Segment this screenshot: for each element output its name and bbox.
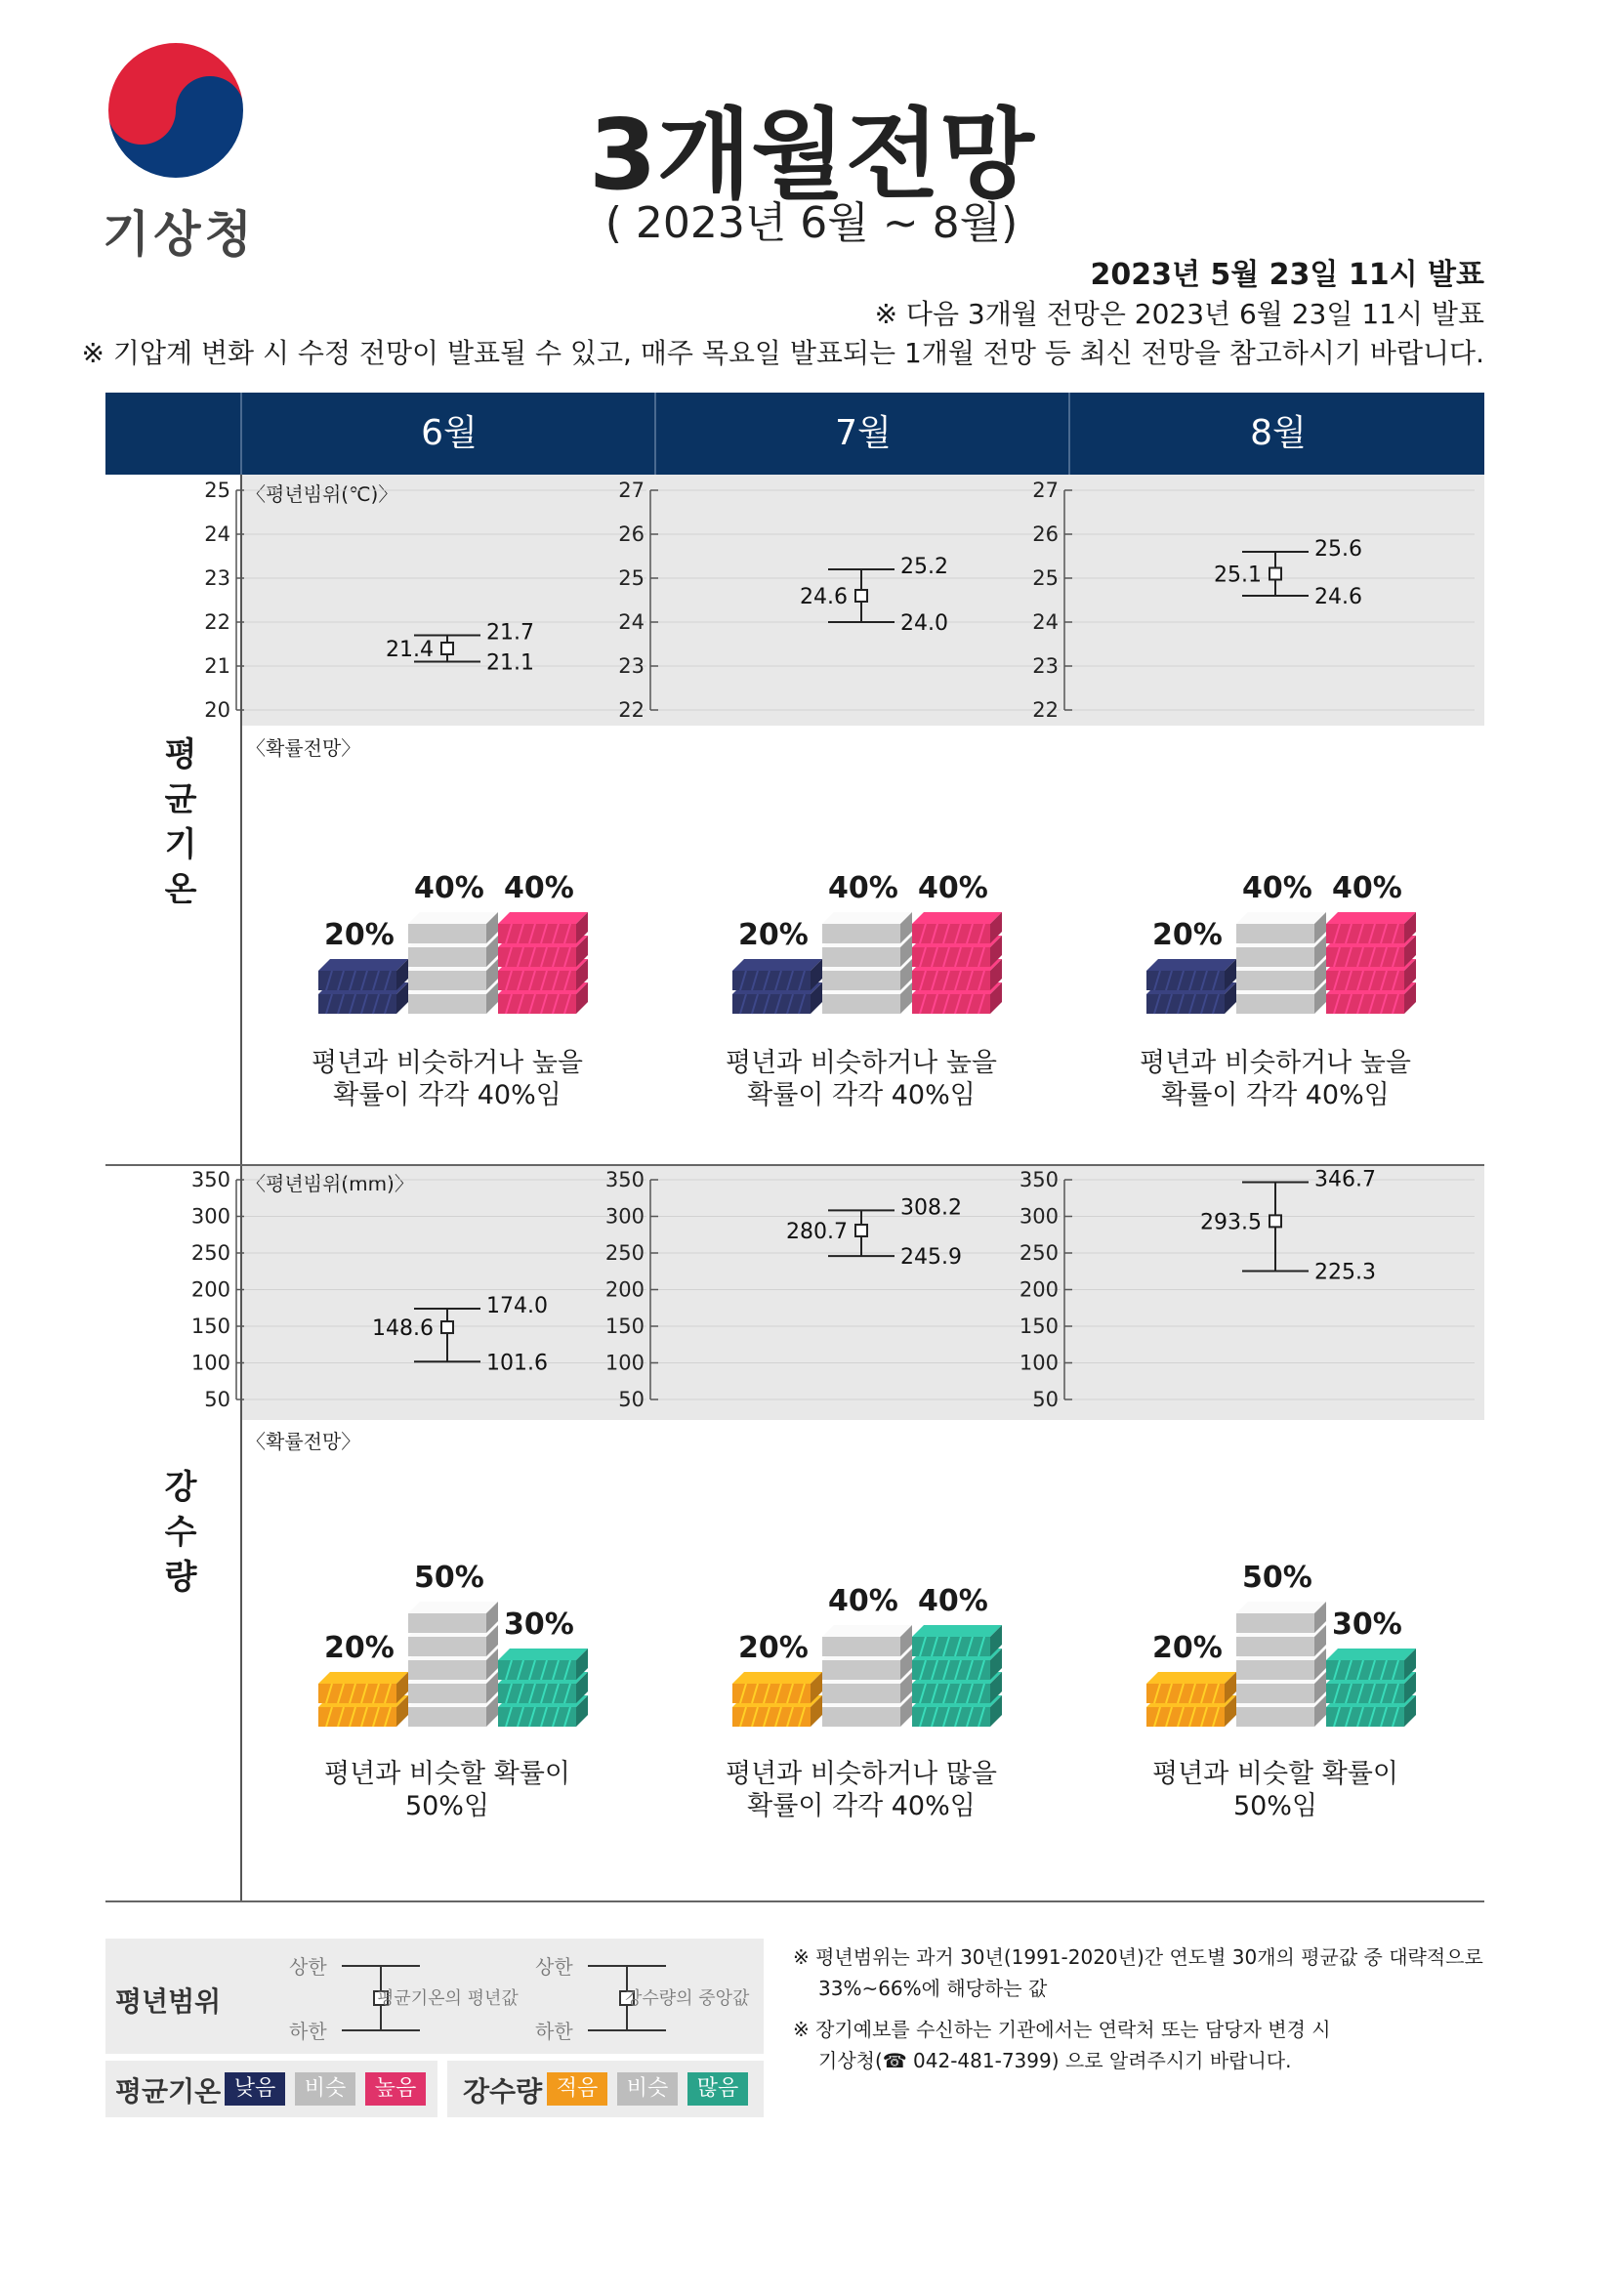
stack-block bbox=[912, 1625, 1002, 1656]
range-tick-label: 22 bbox=[1032, 698, 1059, 722]
probability-desc-line2: 확률이 각각 40%임 bbox=[747, 1791, 976, 1821]
range-tick-label: 100 bbox=[1019, 1351, 1059, 1375]
range-mid-label: 24.6 bbox=[800, 585, 848, 609]
block-front bbox=[408, 947, 486, 967]
block-top bbox=[1236, 912, 1326, 924]
stack-block bbox=[1326, 912, 1416, 943]
block-front bbox=[1236, 994, 1314, 1014]
range-tick-label: 200 bbox=[604, 1277, 645, 1302]
block-front bbox=[1236, 1684, 1314, 1703]
range-tick-label: 25 bbox=[1032, 566, 1059, 590]
probability-desc-line1: 평년과 비슷하거나 높을 bbox=[726, 1048, 997, 1078]
range-tick-label: 23 bbox=[618, 654, 645, 678]
stack-block bbox=[318, 959, 408, 990]
chip-precip-high: 많음 bbox=[687, 2072, 748, 2106]
range-lower-label: 245.9 bbox=[900, 1245, 962, 1271]
block-top bbox=[1326, 1649, 1416, 1660]
range-upper-label: 25.6 bbox=[1314, 537, 1362, 562]
legend-temp-mid: 평균기온의 평년값 bbox=[377, 1988, 519, 2009]
block-front bbox=[1236, 1660, 1314, 1680]
range-lower-label: 225.3 bbox=[1314, 1260, 1376, 1285]
probability-desc-line2: 확률이 각각 40%임 bbox=[747, 1080, 976, 1110]
probability-desc-line1: 평년과 비슷하거나 높을 bbox=[1140, 1048, 1411, 1078]
block-front bbox=[408, 1660, 486, 1680]
precip-range-label: 〈평년범위(mm)〉 bbox=[246, 1172, 414, 1195]
block-front bbox=[408, 1613, 486, 1633]
block-top bbox=[732, 959, 822, 971]
range-tick-label: 150 bbox=[1019, 1315, 1059, 1338]
update-notice: ※ 기압계 변화 시 수정 전망이 발표될 수 있고, 매주 목요일 발표되는 1개월 전망 등 최신 전망을 참고하시기 바랍니다. bbox=[81, 337, 1484, 369]
probability-label: 20% bbox=[738, 1631, 809, 1665]
block-top bbox=[408, 912, 498, 924]
block-top bbox=[1146, 1672, 1236, 1684]
block-front bbox=[408, 924, 486, 943]
probability-label: 40% bbox=[1332, 871, 1402, 905]
range-lower-label: 24.0 bbox=[900, 611, 948, 636]
block-top bbox=[408, 1602, 498, 1613]
block-front bbox=[1236, 1707, 1314, 1727]
range-mid-label: 21.4 bbox=[386, 638, 434, 662]
month-july: 7월 bbox=[654, 393, 1070, 475]
probability-label: 40% bbox=[918, 871, 988, 905]
probability-label: 20% bbox=[1152, 918, 1223, 952]
probability-desc-line2: 50%임 bbox=[404, 1791, 490, 1821]
probability-label: 30% bbox=[1332, 1607, 1402, 1642]
range-tick-label: 250 bbox=[190, 1241, 230, 1265]
range-tick-label: 300 bbox=[190, 1204, 230, 1229]
legend-upper-1: 상한 bbox=[289, 1955, 327, 1979]
probability-label: 50% bbox=[1242, 1561, 1312, 1595]
probability-label: 40% bbox=[1242, 871, 1312, 905]
probability-label: 20% bbox=[1152, 1631, 1223, 1665]
range-upper-label: 308.2 bbox=[900, 1195, 962, 1221]
probability-label: 20% bbox=[324, 1631, 395, 1665]
stack-block bbox=[1326, 1649, 1416, 1680]
range-lower-label: 24.6 bbox=[1314, 585, 1362, 609]
stack-block bbox=[732, 959, 822, 990]
probability-desc-line1: 평년과 비슷할 확률이 bbox=[1152, 1759, 1398, 1789]
chip-precip-similar: 비슷 bbox=[617, 2072, 678, 2106]
precipitation-label: 강 수 량 bbox=[164, 1468, 197, 1597]
range-tick-label: 250 bbox=[604, 1241, 645, 1265]
range-tick-label: 50 bbox=[1032, 1388, 1059, 1411]
temp-prob-label: 〈확률전망〉 bbox=[246, 736, 361, 760]
range-tick-label: 26 bbox=[618, 522, 645, 546]
legend-lower-2: 하한 bbox=[535, 2020, 573, 2043]
agency-name: 기상청 bbox=[103, 206, 256, 263]
temp-range-label: 〈평년범위(℃)〉 bbox=[246, 482, 398, 506]
block-front bbox=[822, 1707, 900, 1727]
block-top bbox=[912, 1625, 1002, 1637]
stack-block bbox=[498, 912, 588, 943]
range-mid-label: 25.1 bbox=[1214, 563, 1262, 588]
block-front bbox=[408, 994, 486, 1014]
range-tick-label: 200 bbox=[1019, 1277, 1059, 1302]
month-august: 8월 bbox=[1068, 393, 1486, 475]
range-tick-label: 100 bbox=[604, 1351, 645, 1375]
next-notice: ※ 다음 3개월 전망은 2023년 6월 23일 11시 발표 bbox=[874, 298, 1484, 330]
stack-block bbox=[1146, 1672, 1236, 1703]
range-tick-label: 200 bbox=[190, 1277, 230, 1302]
stack-block bbox=[498, 1649, 588, 1680]
block-front bbox=[1236, 924, 1314, 943]
probability-desc-line1: 평년과 비슷할 확률이 bbox=[324, 1759, 570, 1789]
stack-block bbox=[408, 1602, 498, 1633]
range-tick-label: 22 bbox=[618, 698, 645, 722]
stack-block bbox=[318, 1672, 408, 1703]
stack-block bbox=[732, 1672, 822, 1703]
footnote-contact: ※ 장기예보를 수신하는 기관에서는 연락처 또는 담당자 변경 시 기상청(☎ 042-481-7399) 으로 알려주시기 바랍니다. bbox=[793, 2018, 1331, 2072]
block-front bbox=[822, 924, 900, 943]
range-mid-label: 148.6 bbox=[372, 1316, 434, 1342]
stack-block bbox=[408, 912, 498, 943]
range-tick-label: 23 bbox=[1032, 654, 1059, 678]
range-tick-label: 250 bbox=[1019, 1241, 1059, 1265]
range-lower-label: 101.6 bbox=[486, 1351, 548, 1376]
stack-block bbox=[1236, 912, 1326, 943]
range-lower-label: 21.1 bbox=[486, 650, 534, 676]
legend-lower-1: 하한 bbox=[289, 2020, 327, 2043]
range-tick-label: 20 bbox=[204, 698, 230, 722]
probability-label: 40% bbox=[828, 1584, 898, 1618]
block-front bbox=[822, 947, 900, 967]
range-tick-label: 350 bbox=[190, 1168, 230, 1191]
range-tick-label: 23 bbox=[204, 566, 230, 590]
block-front bbox=[1236, 947, 1314, 967]
range-mid-label: 293.5 bbox=[1200, 1210, 1262, 1235]
block-front bbox=[1236, 971, 1314, 990]
probability-label: 20% bbox=[738, 918, 809, 952]
block-top bbox=[1326, 912, 1416, 924]
probability-label: 50% bbox=[414, 1561, 484, 1595]
range-tick-label: 350 bbox=[1019, 1168, 1059, 1191]
range-upper-label: 174.0 bbox=[486, 1294, 548, 1318]
block-front bbox=[1236, 1613, 1314, 1633]
chip-precip-low: 적음 bbox=[547, 2072, 607, 2106]
block-front bbox=[408, 1637, 486, 1656]
probability-label: 30% bbox=[504, 1607, 574, 1642]
range-tick-label: 25 bbox=[618, 566, 645, 590]
range-tick-label: 25 bbox=[204, 479, 230, 502]
chip-temp-high: 높음 bbox=[365, 2072, 426, 2106]
range-mid-label: 280.7 bbox=[786, 1219, 848, 1244]
footnote-range: ※ 평년범위는 과거 30년(1991-2020년)간 연도별 30개의 평균값 중 대략적으로 33%~66%에 해당하는 값 bbox=[793, 1945, 1483, 2000]
block-front bbox=[1236, 1637, 1314, 1656]
range-tick-label: 300 bbox=[1019, 1204, 1059, 1229]
block-top bbox=[732, 1672, 822, 1684]
precip-prob-label: 〈확률전망〉 bbox=[246, 1430, 361, 1453]
range-upper-label: 346.7 bbox=[1314, 1167, 1376, 1192]
issue-date: 2023년 5월 23일 11시 발표 bbox=[1090, 258, 1484, 292]
range-tick-label: 50 bbox=[618, 1388, 645, 1411]
probability-label: 40% bbox=[828, 871, 898, 905]
block-front bbox=[408, 971, 486, 990]
stack-block bbox=[1236, 1602, 1326, 1633]
range-tick-label: 24 bbox=[618, 610, 645, 634]
legend-temp-title: 평균기온 bbox=[115, 2075, 222, 2108]
block-top bbox=[912, 912, 1002, 924]
chip-temp-similar: 비슷 bbox=[295, 2072, 355, 2106]
range-tick-label: 150 bbox=[190, 1315, 230, 1338]
block-top bbox=[822, 1625, 912, 1637]
range-tick-label: 27 bbox=[1032, 479, 1059, 502]
probability-label: 40% bbox=[918, 1584, 988, 1618]
legend-precip-mid: 강수량의 중앙값 bbox=[625, 1988, 750, 2009]
block-front bbox=[822, 994, 900, 1014]
probability-desc-line1: 평년과 비슷하거나 많을 bbox=[726, 1759, 997, 1789]
range-tick-label: 22 bbox=[204, 610, 230, 634]
block-front bbox=[822, 971, 900, 990]
legend-precip-title: 강수량 bbox=[463, 2075, 543, 2108]
block-top bbox=[318, 959, 408, 971]
stack-block bbox=[912, 912, 1002, 943]
range-tick-label: 50 bbox=[204, 1388, 230, 1411]
range-tick-label: 26 bbox=[1032, 522, 1059, 546]
block-front bbox=[408, 1684, 486, 1703]
stack-block bbox=[822, 1625, 912, 1656]
range-upper-label: 25.2 bbox=[900, 555, 948, 579]
block-front bbox=[822, 1684, 900, 1703]
range-tick-label: 21 bbox=[204, 654, 230, 678]
range-tick-label: 24 bbox=[204, 522, 230, 546]
chip-temp-low: 낮음 bbox=[225, 2072, 285, 2106]
block-top bbox=[498, 912, 588, 924]
temperature-label: 평 균 기 온 bbox=[164, 735, 197, 909]
legend-range-title: 평년범위 bbox=[115, 1985, 222, 2018]
stack-block bbox=[822, 912, 912, 943]
stack-block bbox=[1146, 959, 1236, 990]
range-tick-label: 150 bbox=[604, 1315, 645, 1338]
block-front bbox=[408, 1707, 486, 1727]
block-front bbox=[822, 1637, 900, 1656]
block-top bbox=[498, 1649, 588, 1660]
probability-desc-line2: 확률이 각각 40%임 bbox=[333, 1080, 562, 1110]
range-tick-label: 300 bbox=[604, 1204, 645, 1229]
probability-label: 40% bbox=[414, 871, 484, 905]
month-june: 6월 bbox=[240, 393, 656, 475]
block-top bbox=[1236, 1602, 1326, 1613]
probability-label: 20% bbox=[324, 918, 395, 952]
legend-upper-2: 상한 bbox=[535, 1955, 573, 1979]
block-top bbox=[822, 912, 912, 924]
range-tick-label: 100 bbox=[190, 1351, 230, 1375]
block-top bbox=[318, 1672, 408, 1684]
probability-desc-line2: 확률이 각각 40%임 bbox=[1161, 1080, 1390, 1110]
range-upper-label: 21.7 bbox=[486, 620, 534, 646]
range-tick-label: 24 bbox=[1032, 610, 1059, 634]
probability-label: 40% bbox=[504, 871, 574, 905]
block-top bbox=[1146, 959, 1236, 971]
block-front bbox=[822, 1660, 900, 1680]
page-title: 3개월전망 bbox=[589, 98, 1034, 212]
range-tick-label: 27 bbox=[618, 479, 645, 502]
probability-desc-line1: 평년과 비슷하거나 높을 bbox=[312, 1048, 583, 1078]
period-subtitle: ( 2023년 6월 ~ 8월) bbox=[604, 198, 1019, 248]
range-tick-label: 350 bbox=[604, 1168, 645, 1191]
probability-desc-line2: 50%임 bbox=[1232, 1791, 1318, 1821]
